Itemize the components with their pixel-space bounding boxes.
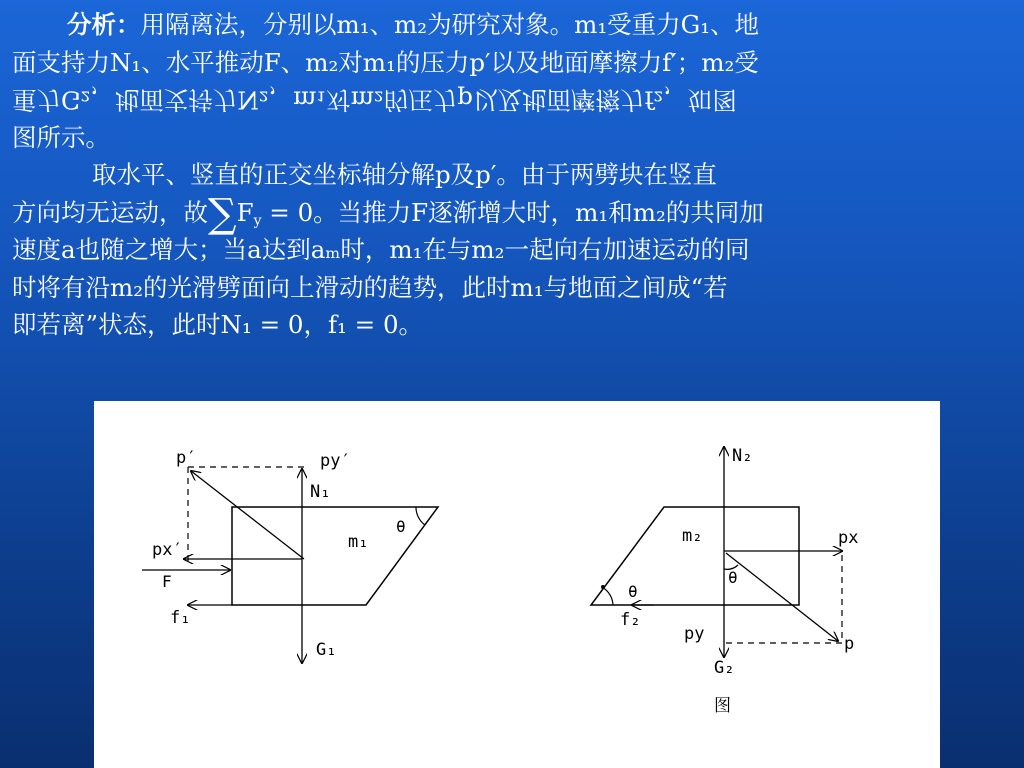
label-f2: f₂ (620, 610, 641, 630)
text-line-4: 图所示。 (12, 122, 110, 152)
angle-arc (416, 507, 425, 525)
analysis-label: 分析： (67, 10, 141, 39)
force-p-prime-arrow (191, 471, 304, 559)
label-m2: m₂ (682, 526, 703, 546)
label-p-prime: p′ (176, 448, 197, 468)
label-f1: f₁ (170, 608, 191, 628)
label-theta-right-b: θ (628, 582, 638, 601)
text-line-9: 即若离”状态，此时N₁ = 0，f₁ = 0。 (12, 310, 424, 339)
text-line-3 (12, 81, 1017, 119)
text-line-5: 取水平、竖直的正交坐标轴分解p及p′。由于两劈块在竖直 (92, 160, 717, 189)
angle-arc (602, 587, 613, 605)
left-block-diagram (142, 448, 438, 663)
text-line-6: 方向均无运动，故$\sum F_y = 0$。当推力F逐渐增大时，m₁和m₂的共同加 (12, 190, 764, 237)
label-p: p (844, 634, 855, 654)
label-px: px (838, 528, 859, 548)
text-line-8: 时将有沿m₂的光滑劈面向上滑动的趋势，此时m₁与地面之间成“若 (12, 272, 728, 302)
label-g1: G₁ (316, 640, 337, 660)
text-line-1: 分析：用隔离法，分别以m₁、m₂为研究对象。m₁受重力G₁、地 (67, 10, 760, 39)
text-line-7: 速度a也随之增大；当a达到aₘ时，m₁在与m₂一起向右加速运动的同 (12, 235, 750, 264)
block-m2 (591, 507, 799, 605)
angle-dot (601, 585, 605, 589)
label-n1: N₁ (310, 482, 331, 502)
slide-text (12, 6, 1017, 344)
block-m1 (232, 507, 438, 605)
mirrored-text-line: 重力G₂，地面支持力N₂，m₁对m₂的压力p以及地面摩擦力f₂，如图 (12, 85, 737, 115)
label-theta-left: θ (396, 517, 406, 536)
force-diagram (94, 401, 940, 768)
label-py: py (684, 624, 705, 644)
label-g2: G₂ (714, 658, 735, 678)
force-diagram-panel (94, 401, 940, 768)
label-theta-right-a: θ (728, 568, 738, 587)
figure-caption: 图 (714, 696, 731, 716)
force-p-arrow (726, 553, 838, 641)
right-block-diagram (591, 446, 858, 716)
label-py-prime: py′ (320, 451, 351, 471)
label-m1: m₁ (348, 532, 369, 552)
label-f: F (162, 572, 172, 591)
sum-sign: ∑ (208, 190, 237, 237)
label-n2: N₂ (732, 446, 753, 466)
label-px-prime: px′ (152, 540, 183, 560)
text-line-2: 面支持力N₁、水平推动F、m₂对m₁的压力p′以及地面摩擦力f′；m₂受 (12, 47, 759, 77)
